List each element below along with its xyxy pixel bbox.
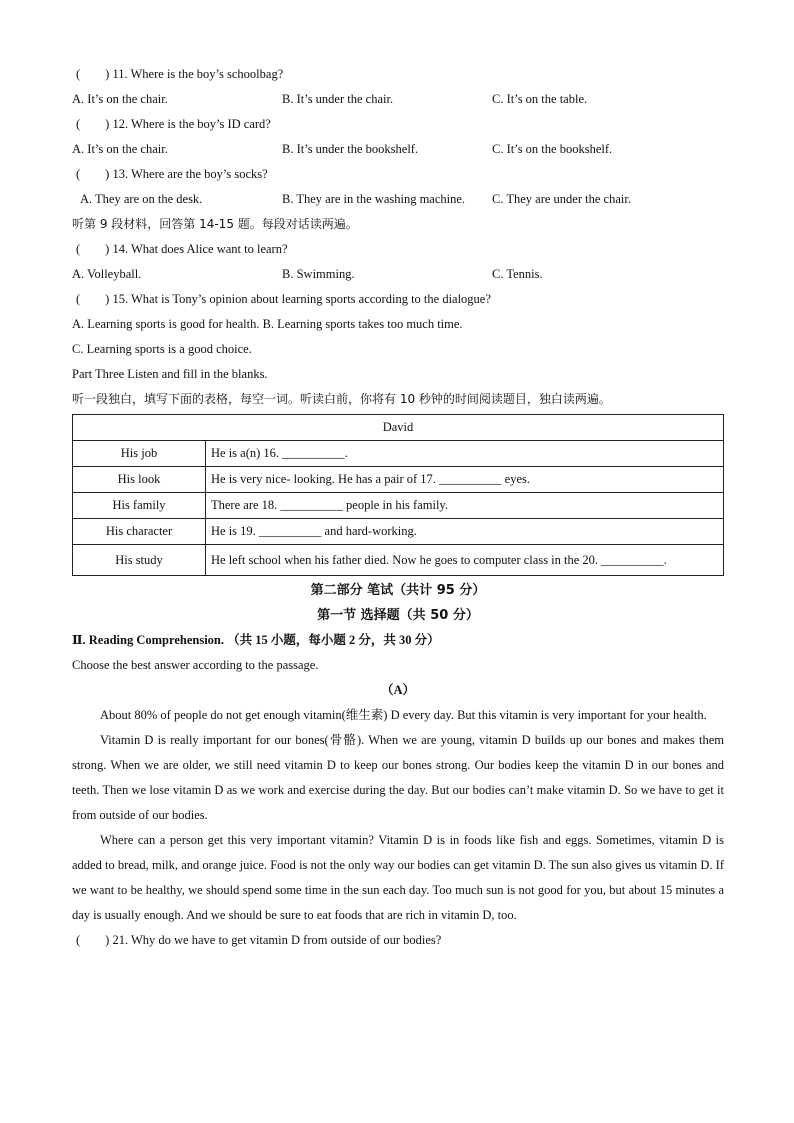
table-row [73,493,724,519]
option-a: A. Volleyball. [72,267,142,281]
question-13-options [72,187,724,212]
question-21-stem: ( ) 21. Why do we have to get vitamin D from outside of our bodies? [76,933,442,947]
option-a: A. It’s on the chair. [72,142,168,156]
option-c: C. It’s on the table. [492,92,588,106]
row-label: His job [73,441,206,467]
row-label: His character [73,519,206,545]
option-c: C. They are under the chair. [492,192,631,206]
question-15-options-ab: A. Learning sports is good for health. B. Learning sports takes too much time. [72,317,463,331]
part-three-title: Part Three Listen and fill in the blanks. [72,367,268,381]
option-b: B. It’s under the chair. [282,92,394,106]
reading-instruction: Choose the best answer according to the passage. [72,658,319,672]
question-15-option-c: C. Learning sports is a good choice. [72,342,252,356]
section-one-title: 第一节 选择题（共 50 分） [317,608,479,623]
passage-paragraph: Where can a person get this very important vitamin? Vitamin D is in foods like fish and eggs. Sometimes, vitamin D is added to bread, milk, and orange juice. Food is not the only way our bodies can get vitamin D. The sun also gives us vitamin D. If we want to be healthy, we should spend some time in the sun each day. Too much sun is not good for you, but about 15 minutes a day is usually enough. And we should be sure to eat foods that are rich in vitamin D, too. [72,833,724,922]
question-11-options [72,87,724,112]
table-row [73,441,724,467]
exam-page [72,62,724,953]
table-header: David [73,415,724,441]
option-c: C. It’s on the bookshelf. [492,142,613,156]
row-label: His study [73,545,206,576]
table-row [73,545,724,576]
part-two-title: 第二部分 笔试（共计 95 分） [310,583,486,598]
table-row [73,467,724,493]
table-row [73,519,724,545]
option-a: A. They are on the desk. [80,192,203,206]
question-15-stem: ( ) 15. What is Tony’s opinion about learning sports according to the dialogue? [76,292,491,306]
passage-paragraph: About 80% of people do not get enough vitamin(维生素) D every day. But this vitamin is very important for your health. [100,708,707,722]
option-b: B. They are in the washing machine. [282,192,466,206]
question-12-stem: ( ) 12. Where is the boy’s ID card? [76,117,271,131]
row-text: He is very nice- looking. He has a pair of 17. __________ eyes. [206,467,724,493]
question-14-options [72,262,724,287]
question-11-stem: ( ) 11. Where is the boy’s schoolbag? [76,67,284,81]
row-label: His look [73,467,206,493]
option-c: C. Tennis. [492,267,543,281]
question-14-stem: ( ) 14. What does Alice want to learn? [76,242,288,256]
question-12-options [72,137,724,162]
part-three-instruction: 听一段独白，填写下面的表格，每空一词。听读白前，你将有 10 秒钟的时间阅读题目，独白读两遍。 [72,392,611,406]
section-9-instruction: 听第 9 段材料，回答第 14-15 题。每段对话读两遍。 [72,217,358,231]
reading-title: Ⅱ. Reading Comprehension. （共 15 小题，每小题 2 分，共 30 分） [72,633,440,647]
fill-in-table [72,414,724,576]
passage-label: （A） [380,683,416,697]
option-b: B. Swimming. [282,267,355,281]
row-text: There are 18. __________ people in his family. [206,493,724,519]
option-a: A. It’s on the chair. [72,92,168,106]
row-label: His family [73,493,206,519]
option-b: B. It’s under the bookshelf. [282,142,419,156]
row-text: He left school when his father died. Now he goes to computer class in the 20. __________. [206,545,724,576]
question-13-stem: ( ) 13. Where are the boy’s socks? [76,167,268,181]
row-text: He is 19. __________ and hard-working. [206,519,724,545]
row-text: He is a(n) 16. __________. [206,441,724,467]
passage-paragraph: Vitamin D is really important for our bones(骨骼). When we are young, vitamin D builds up our bones and makes them strong. When we are older, we still need vitamin D to keep our bones strong. Our bodies keep the vitamin D in our bones and teeth. Then we lose vitamin D as we work and exercise during the day. But our bodies can’t make vitamin D. So we have to get it from outside of our bodies. [72,733,724,822]
